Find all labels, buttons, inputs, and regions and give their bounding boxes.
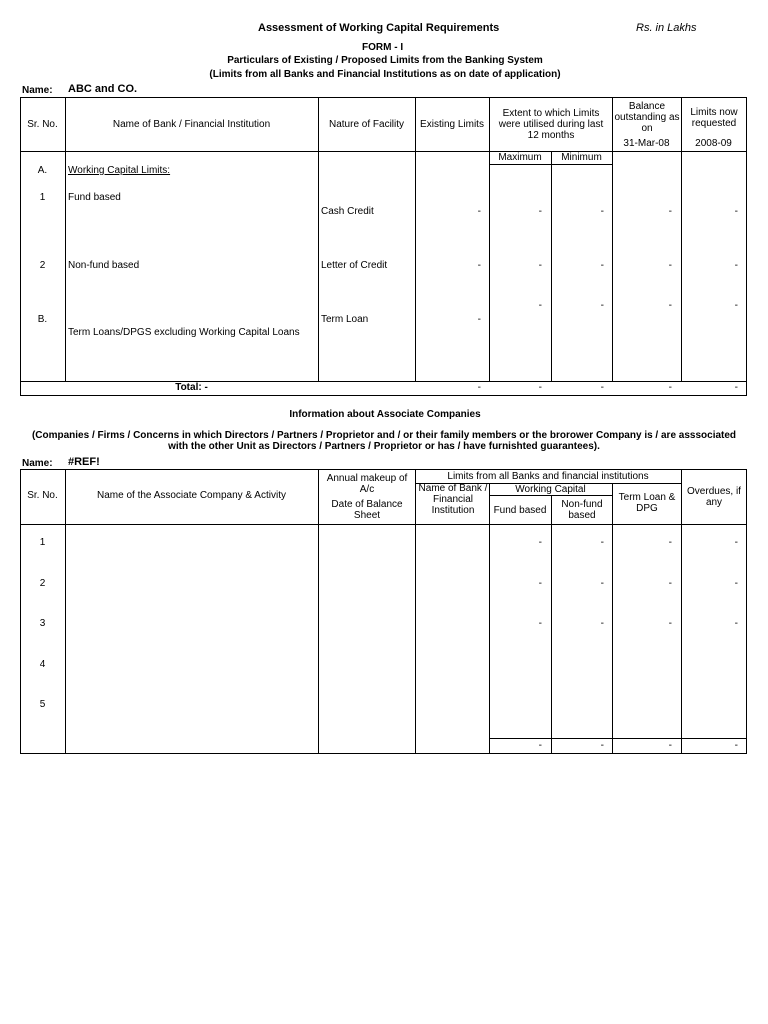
company-name: ABC and CO. [68, 83, 138, 95]
table-row-sr: 5 [39, 699, 46, 710]
row2-requested: - [734, 260, 738, 271]
name-label: Name: [22, 85, 53, 96]
form-subtitle-note: (Limits from all Banks and Financial Institutions as on date of application) [209, 69, 561, 80]
row2-balance: - [668, 260, 672, 271]
row1-existing: - [477, 206, 481, 217]
section-b-number: B. [37, 314, 48, 325]
col2-balance-sheet-date: Date of Balance Sheet [331, 499, 403, 521]
page-title: Assessment of Working Capital Requirements [258, 22, 500, 34]
row-extra-requested: - [734, 300, 738, 311]
row-extra-max: - [538, 300, 542, 311]
total2-overdue: - [734, 740, 738, 751]
col2-working-capital: Working Capital [515, 484, 586, 495]
row2-min: - [600, 260, 604, 271]
table-row-fund: - [538, 618, 542, 629]
col2-associate-name: Name of the Associate Company & Activity [97, 490, 286, 501]
row1-min: - [600, 206, 604, 217]
col-balance-date: 31-Mar-08 [623, 138, 670, 149]
table-row-overdue: - [734, 578, 738, 589]
total-min: - [600, 382, 604, 393]
row2-max: - [538, 260, 542, 271]
col2-limits-group: Limits from all Banks and financial institutions [447, 471, 649, 482]
form-number: FORM - I [362, 42, 404, 53]
row1-sr: 1 [39, 192, 46, 203]
col2-fund-based: Fund based [493, 505, 547, 516]
currency-note: Rs. in Lakhs [636, 22, 697, 34]
row1-facility: Cash Credit [321, 206, 374, 217]
associate-title: Information about Associate Companies [289, 409, 481, 420]
total2-term: - [668, 740, 672, 751]
section-a-number: A. [37, 165, 48, 176]
total-max: - [538, 382, 542, 393]
table-row-fund: - [538, 578, 542, 589]
row2-existing: - [477, 260, 481, 271]
col-maximum: Maximum [498, 152, 542, 163]
table-row-nonfund: - [600, 537, 604, 548]
row2-sr: 2 [39, 260, 46, 271]
total2-nonfund: - [600, 740, 604, 751]
table-row-sr: 4 [39, 659, 46, 670]
associate-name-label: Name: [22, 458, 53, 469]
col-balance-outstanding: Balance outstanding as on [614, 101, 680, 134]
table-row-sr: 2 [39, 578, 46, 589]
total-existing: - [477, 382, 481, 393]
total-label: Total: - [175, 382, 208, 393]
table-row-overdue: - [734, 537, 738, 548]
table-row-term: - [668, 537, 672, 548]
section-a-label: Working Capital Limits: [68, 165, 171, 176]
row1-max: - [538, 206, 542, 217]
table-row-fund: - [538, 537, 542, 548]
table-row-overdue: - [734, 618, 738, 629]
col-bank-name: Name of Bank / Financial Institution [112, 119, 271, 130]
col2-non-fund-based: Non-fund based [561, 499, 603, 521]
section-b-existing: - [477, 314, 481, 325]
total2-fund: - [538, 740, 542, 751]
row-extra-min: - [600, 300, 604, 311]
table-row-term: - [668, 618, 672, 629]
row2-name: Non-fund based [68, 260, 140, 271]
section-b-facility: Term Loan [321, 314, 369, 325]
total-requested: - [734, 382, 738, 393]
associate-note: (Companies / Firms / Concerns in which Directors / Partners / Proprietor and / or their family members or the brorower Company is / are asssociated with the other Unit as Directors / Partners / Proprietor or has / have furnishted guarantees). [31, 430, 737, 452]
form-subtitle: Particulars of Existing / Proposed Limits from the Banking System [227, 55, 543, 66]
section-b-name: Term Loans/DPGS excluding Working Capital Loans [68, 327, 300, 338]
col2-sr-no: Sr. No. [27, 490, 58, 501]
row-extra-balance: - [668, 300, 672, 311]
col-limits-year: 2008-09 [695, 138, 732, 149]
table-row-term: - [668, 578, 672, 589]
col-existing-limits: Existing Limits [420, 119, 484, 130]
total-balance: - [668, 382, 672, 393]
table-row-sr: 1 [39, 537, 46, 548]
associate-name-value: #REF! [68, 456, 100, 468]
col-extent-utilised: Extent to which Limits were utilised during last 12 months [498, 108, 604, 141]
row1-balance: - [668, 206, 672, 217]
table-row-nonfund: - [600, 578, 604, 589]
col2-term-loan: Term Loan & DPG [618, 492, 676, 514]
row2-facility: Letter of Credit [321, 260, 388, 271]
table-row-sr: 3 [39, 618, 46, 629]
col2-overdues: Overdues, if any [687, 486, 741, 508]
table-row-nonfund: - [600, 618, 604, 629]
col-nature-facility: Nature of Facility [328, 119, 405, 130]
col2-annual-makeup: Annual makeup of A/c [326, 473, 408, 495]
row1-name: Fund based [68, 192, 121, 203]
col2-bank-name: Name of Bank / Financial Institution [418, 483, 488, 516]
row1-requested: - [734, 206, 738, 217]
col-sr-no: Sr. No. [27, 119, 58, 130]
col-minimum: Minimum [561, 152, 602, 163]
col-limits-requested: Limits now requested [690, 107, 738, 129]
